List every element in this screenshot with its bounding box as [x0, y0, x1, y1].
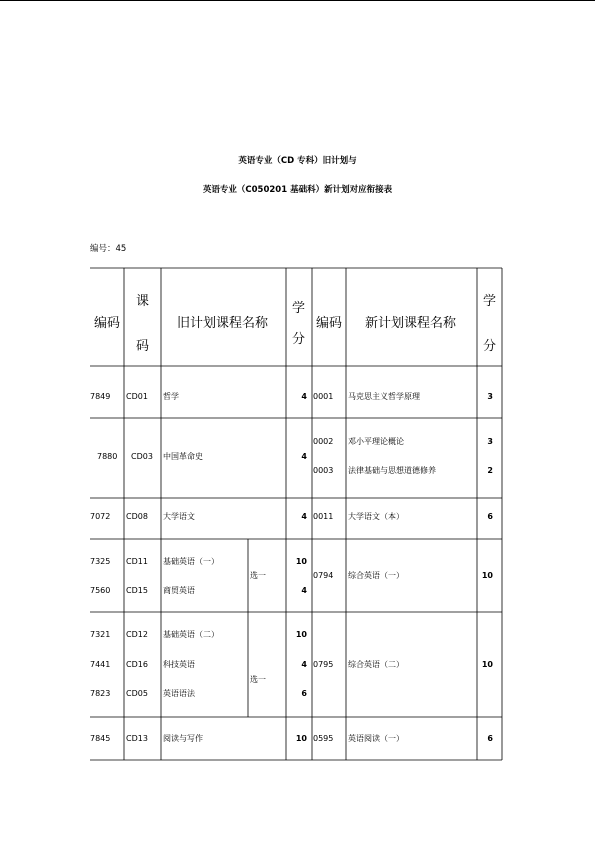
row-new-credit: 3 — [487, 392, 493, 401]
row-new-course-name: 邓小平理论概论 — [348, 437, 404, 446]
row-course-code: CD05 — [126, 689, 148, 698]
row-course-code: CD08 — [126, 512, 148, 521]
row-code: 7823 — [90, 689, 111, 698]
row-code: 7072 — [90, 512, 111, 521]
row-course-name: 中国革命史 — [163, 452, 203, 461]
row-new-code: 0595 — [313, 734, 334, 743]
row-course-code: CD01 — [126, 392, 148, 401]
row-course-code: CD13 — [126, 734, 148, 743]
row-code: 7880 — [97, 452, 118, 461]
row-course-code: CD12 — [126, 630, 148, 639]
row-new-credit: 2 — [487, 466, 493, 475]
row-code: 7845 — [90, 734, 111, 743]
row-credit: 4 — [301, 512, 307, 521]
row-course-name: 英语语法 — [163, 689, 195, 698]
row-course-name: 阅读与写作 — [163, 734, 203, 743]
row-new-course-name: 综合英语（一） — [348, 571, 404, 580]
document-number: 编号：45 — [90, 244, 127, 254]
row-course-name: 基础英语（二） — [163, 630, 219, 639]
row-new-credit: 3 — [487, 437, 493, 446]
row-code: 7321 — [90, 630, 111, 639]
row-course-code: CD03 — [131, 452, 153, 461]
choose-one-label: 选一 — [250, 675, 266, 684]
row-new-code: 0003 — [313, 466, 334, 475]
header-code: 编码 — [94, 316, 121, 331]
row-credit: 4 — [301, 452, 307, 461]
row-new-code: 0011 — [313, 512, 334, 521]
row-course-name: 哲学 — [163, 392, 179, 401]
row-code: 7441 — [90, 660, 111, 669]
header-new-credit-top: 学 — [483, 294, 497, 309]
row-new-course-name: 马克思主义哲学原理 — [348, 392, 420, 401]
row-new-credit: 6 — [487, 734, 493, 743]
row-new-code: 0794 — [313, 571, 334, 580]
row-new-course-name: 大学语文（本） — [348, 512, 404, 521]
row-credit: 10 — [295, 557, 307, 566]
row-credit: 4 — [301, 660, 307, 669]
row-new-credit: 6 — [487, 512, 493, 521]
choose-one-label: 选一 — [250, 571, 266, 580]
page-subtitle: 英语专业（C050201 基础科）新计划对应衔接表 — [202, 185, 393, 195]
row-credit: 10 — [295, 734, 307, 743]
row-course-name: 商贸英语 — [163, 586, 195, 595]
row-credit: 4 — [301, 392, 307, 401]
row-course-code: CD16 — [126, 660, 148, 669]
row-course-name: 科技英语 — [163, 660, 195, 669]
header-credit-top: 学 — [292, 301, 306, 316]
header-new-course-name: 新计划课程名称 — [365, 316, 457, 331]
header-new-credit-bottom: 分 — [483, 339, 497, 354]
row-new-course-name: 英语阅读（一） — [348, 734, 404, 743]
page-title: 英语专业（CD 专科）旧计划与 — [238, 156, 357, 166]
row-code: 7849 — [90, 392, 111, 401]
row-course-name: 基础英语（一） — [163, 557, 219, 566]
row-new-course-name: 法律基础与思想道德修养 — [348, 466, 436, 475]
header-credit-bottom: 分 — [292, 332, 306, 347]
row-new-course-name: 综合英语（二） — [348, 660, 404, 669]
row-new-credit: 10 — [481, 660, 493, 669]
row-code: 7560 — [90, 586, 111, 595]
row-new-code: 0795 — [313, 660, 334, 669]
row-course-code: CD15 — [126, 586, 148, 595]
header-old-course-name: 旧计划课程名称 — [177, 316, 269, 331]
row-new-code: 0002 — [313, 437, 334, 446]
row-course-code: CD11 — [126, 557, 148, 566]
row-new-credit: 10 — [481, 571, 493, 580]
header-course-code-top: 课 — [136, 294, 150, 309]
row-new-code: 0001 — [313, 392, 334, 401]
header-course-code-bottom: 码 — [136, 339, 150, 354]
row-credit: 6 — [301, 689, 307, 698]
row-credit: 4 — [301, 586, 307, 595]
row-credit: 10 — [295, 630, 307, 639]
row-code: 7325 — [90, 557, 111, 566]
header-new-code: 编码 — [316, 316, 343, 331]
row-course-name: 大学语文 — [163, 512, 195, 521]
